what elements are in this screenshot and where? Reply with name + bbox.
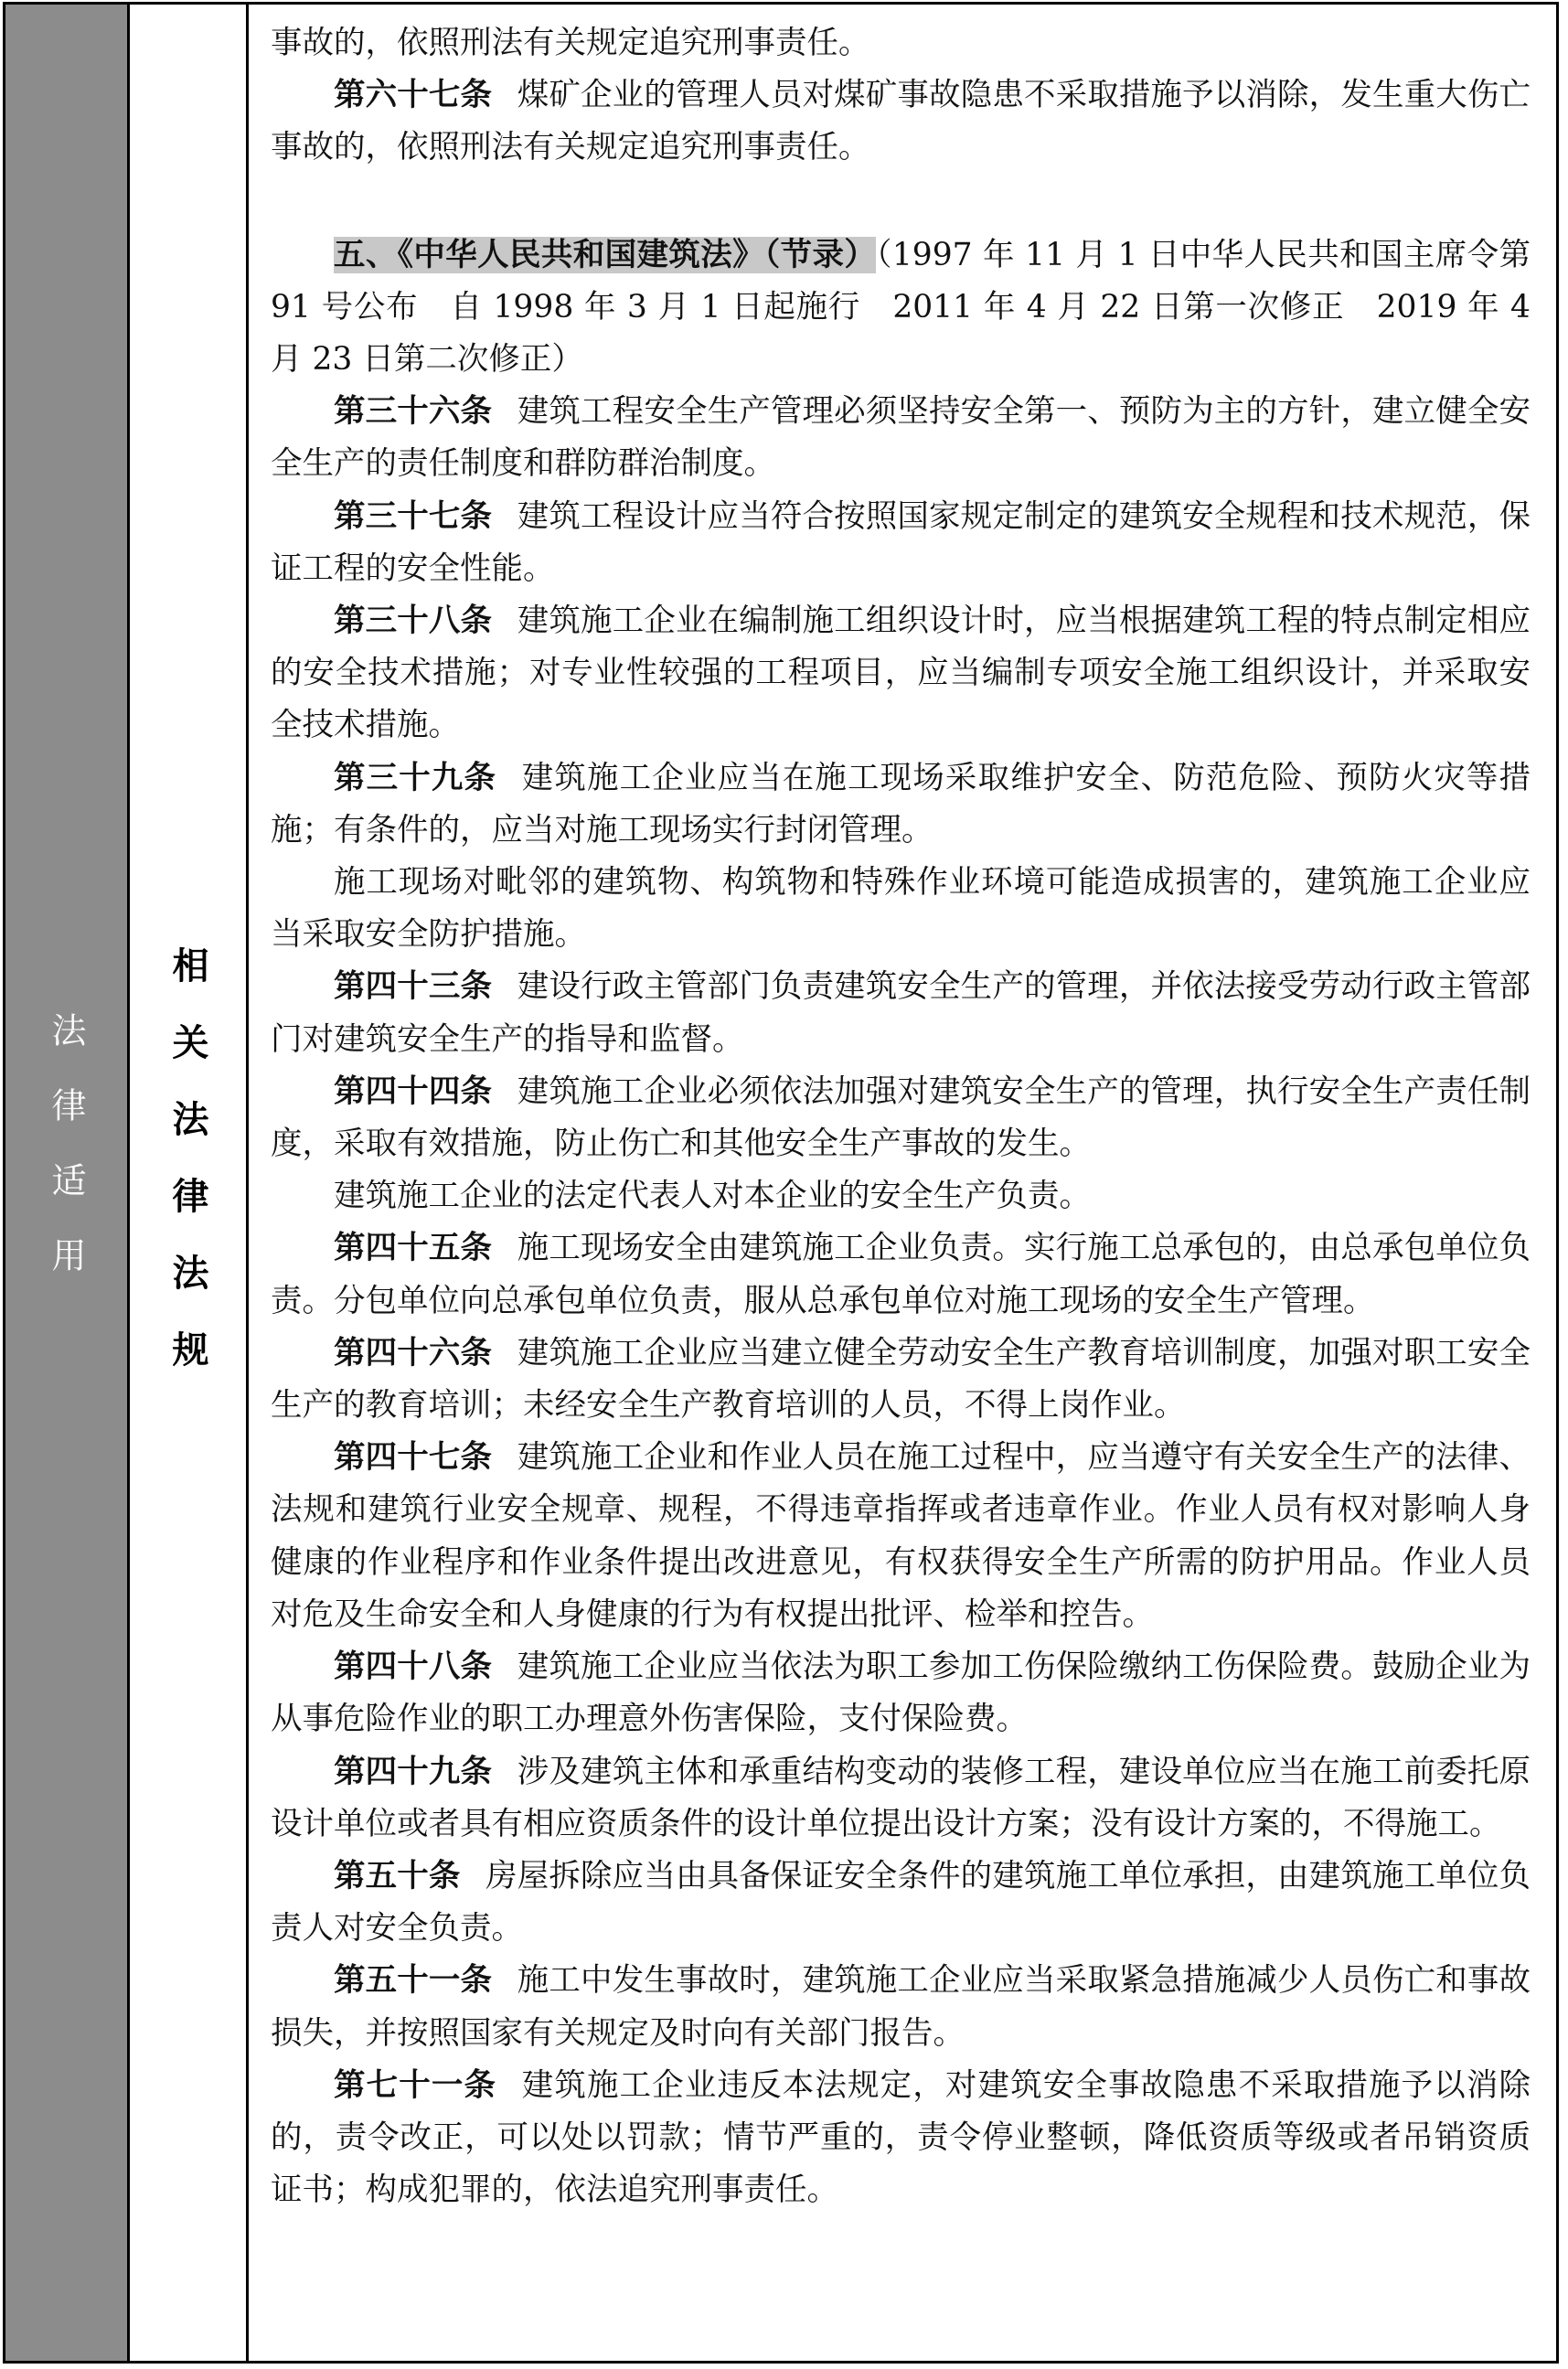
article-number: 第三十七条	[334, 497, 493, 535]
section-title: 五、《中华人民共和国建筑法》（节录）	[334, 236, 877, 273]
subcategory-label: 相关法律法规	[166, 945, 208, 1407]
paragraph-text: （1997 年 11 月 1 日中华人民共和国主席令第 91 号公布 自 1998 年 3 月 1 日起施行 2011 年 4 月 22 日第一次修正 2019 年 4 月 23 日第二次修正）	[271, 236, 1531, 379]
law-article	[271, 595, 1531, 752]
law-text-body	[249, 5, 1556, 2361]
law-article	[271, 1222, 1531, 1327]
paragraph-text: 建设行政主管部门负责建筑安全生产的管理，并依法接受劳动行政主管部门对建筑安全生产的指导和监督。	[271, 968, 1531, 1058]
paragraph-text: 建筑施工企业应当建立健全劳动安全生产教育培训制度，加强对职工安全生产的教育培训；未经安全生产教育培训的人员，不得上岗作业。	[271, 1334, 1531, 1425]
article-number: 第三十八条	[334, 603, 493, 640]
law-article	[271, 1328, 1531, 1432]
law-article	[271, 1851, 1531, 1955]
paragraph-text: 施工现场对毗邻的建筑物、构筑物和特殊作业环境可能造成损害的，建筑施工企业应当采取安全防护措施。	[271, 864, 1531, 954]
category-column	[5, 5, 130, 2361]
article-number: 第三十六条	[334, 393, 493, 431]
paragraph-text: 建筑施工企业应当在施工现场采取维护安全、防范危险、预防火灾等措施；有条件的，应当对施工现场实行封闭管理。	[271, 759, 1531, 848]
law-article	[271, 752, 1531, 857]
paragraph-text: 建筑施工企业必须依法加强对建筑安全生产的管理，执行安全生产责任制度，采取有效措施，防止伤亡和其他安全生产事故的发生。	[271, 1072, 1531, 1163]
section-heading	[271, 229, 1531, 387]
law-article	[271, 386, 1531, 490]
article-number: 第七十一条	[334, 2066, 497, 2104]
paragraph-text: 施工中发生事故时，建筑施工企业应当采取紧急措施减少人员伤亡和事故损失，并按照国家有关规定及时向有关部门报告。	[271, 1962, 1531, 2052]
law-article	[271, 491, 1531, 595]
article-number: 第五十条	[334, 1857, 461, 1894]
article-number: 第五十一条	[334, 1962, 493, 2000]
article-number: 第三十九条	[334, 759, 497, 796]
article-number: 第四十三条	[334, 968, 493, 1006]
paragraph-text: 建筑施工企业和作业人员在施工过程中，应当遵守有关安全生产的法律、法规和建筑行业安全规章、规程，不得违章指挥或者违章作业。作业人员有权对影响人身健康的作业程序和作业条件提出改进意见，有权获得安全生产所需的防护用品。作业人员对危及生命安全和人身健康的行为有权提出批评、检举和控告。	[271, 1439, 1531, 1633]
paragraph-text: 房屋拆除应当由具备保证安全条件的建筑施工单位承担，由建筑施工单位负责人对安全负责。	[271, 1857, 1531, 1947]
paragraph-text: 建筑施工企业应当依法为职工参加工伤保险缴纳工伤保险费。鼓励企业为从事危险作业的职工办理意外伤害保险，支付保险费。	[271, 1649, 1531, 1738]
subcategory-column	[130, 5, 249, 2361]
article-number: 第四十七条	[334, 1439, 493, 1477]
paragraph-text: 建筑工程安全生产管理必须坚持安全第一、预防为主的方针，建立健全安全生产的责任制度和群防群治制度。	[271, 393, 1531, 483]
paragraph-text: 涉及建筑主体和承重结构变动的装修工程，建设单位应当在施工前委托原设计单位或者具有相应资质条件的设计单位提出设计方案；没有设计方案的，不得施工。	[271, 1753, 1531, 1842]
law-paragraph	[271, 857, 1531, 961]
article-number: 第四十五条	[334, 1230, 493, 1267]
paragraph-text: 事故的，依照刑法有关规定追究刑事责任。	[271, 25, 870, 61]
article-number: 第四十九条	[334, 1753, 493, 1790]
law-paragraph	[271, 1170, 1531, 1222]
law-article	[271, 1432, 1531, 1641]
paragraph-text: 施工现场安全由建筑施工企业负责。实行施工总承包的，由总承包单位负责。分包单位向总承包单位负责，服从总承包单位对施工现场的安全生产管理。	[271, 1230, 1531, 1319]
law-article	[271, 1641, 1531, 1745]
law-article	[271, 1066, 1531, 1170]
paragraph-text: 建筑施工企业违反本法规定，对建筑安全事故隐患不采取措施予以消除的，责令改正，可以处以罚款；情节严重的，责令停业整顿，降低资质等级或者吊销资质证书；构成犯罪的，依法追究刑事责任。	[271, 2066, 1531, 2209]
article-number: 第六十七条	[334, 77, 493, 114]
article-number: 第四十六条	[334, 1334, 493, 1371]
paragraph-text: 建筑施工企业在编制施工组织设计时，应当根据建筑工程的特点制定相应的安全技术措施；对专业性较强的工程项目，应当编制专项安全施工组织设计，并采取安全技术措施。	[271, 603, 1531, 744]
paragraph-text: 建筑工程设计应当符合按照国家规定制定的建筑安全规程和技术规范，保证工程的安全性能。	[271, 497, 1531, 587]
law-article	[271, 2060, 1531, 2217]
paragraph-text: 煤矿企业的管理人员对煤矿事故隐患不采取措施予以消除，发生重大伤亡事故的，依照刑法有关规定追究刑事责任。	[271, 77, 1531, 166]
article-number: 第四十四条	[334, 1072, 493, 1110]
law-article	[271, 961, 1531, 1065]
paragraph-text: 建筑施工企业的法定代表人对本企业的安全生产负责。	[334, 1178, 1091, 1215]
law-article	[271, 1955, 1531, 2059]
law-paragraph	[271, 17, 1531, 69]
category-label: 法律适用	[46, 1012, 86, 1312]
article-number: 第四十八条	[334, 1649, 493, 1686]
law-article	[271, 1746, 1531, 1851]
paragraph-gap	[271, 175, 1531, 229]
law-table	[3, 2, 1559, 2364]
law-article	[271, 69, 1531, 174]
